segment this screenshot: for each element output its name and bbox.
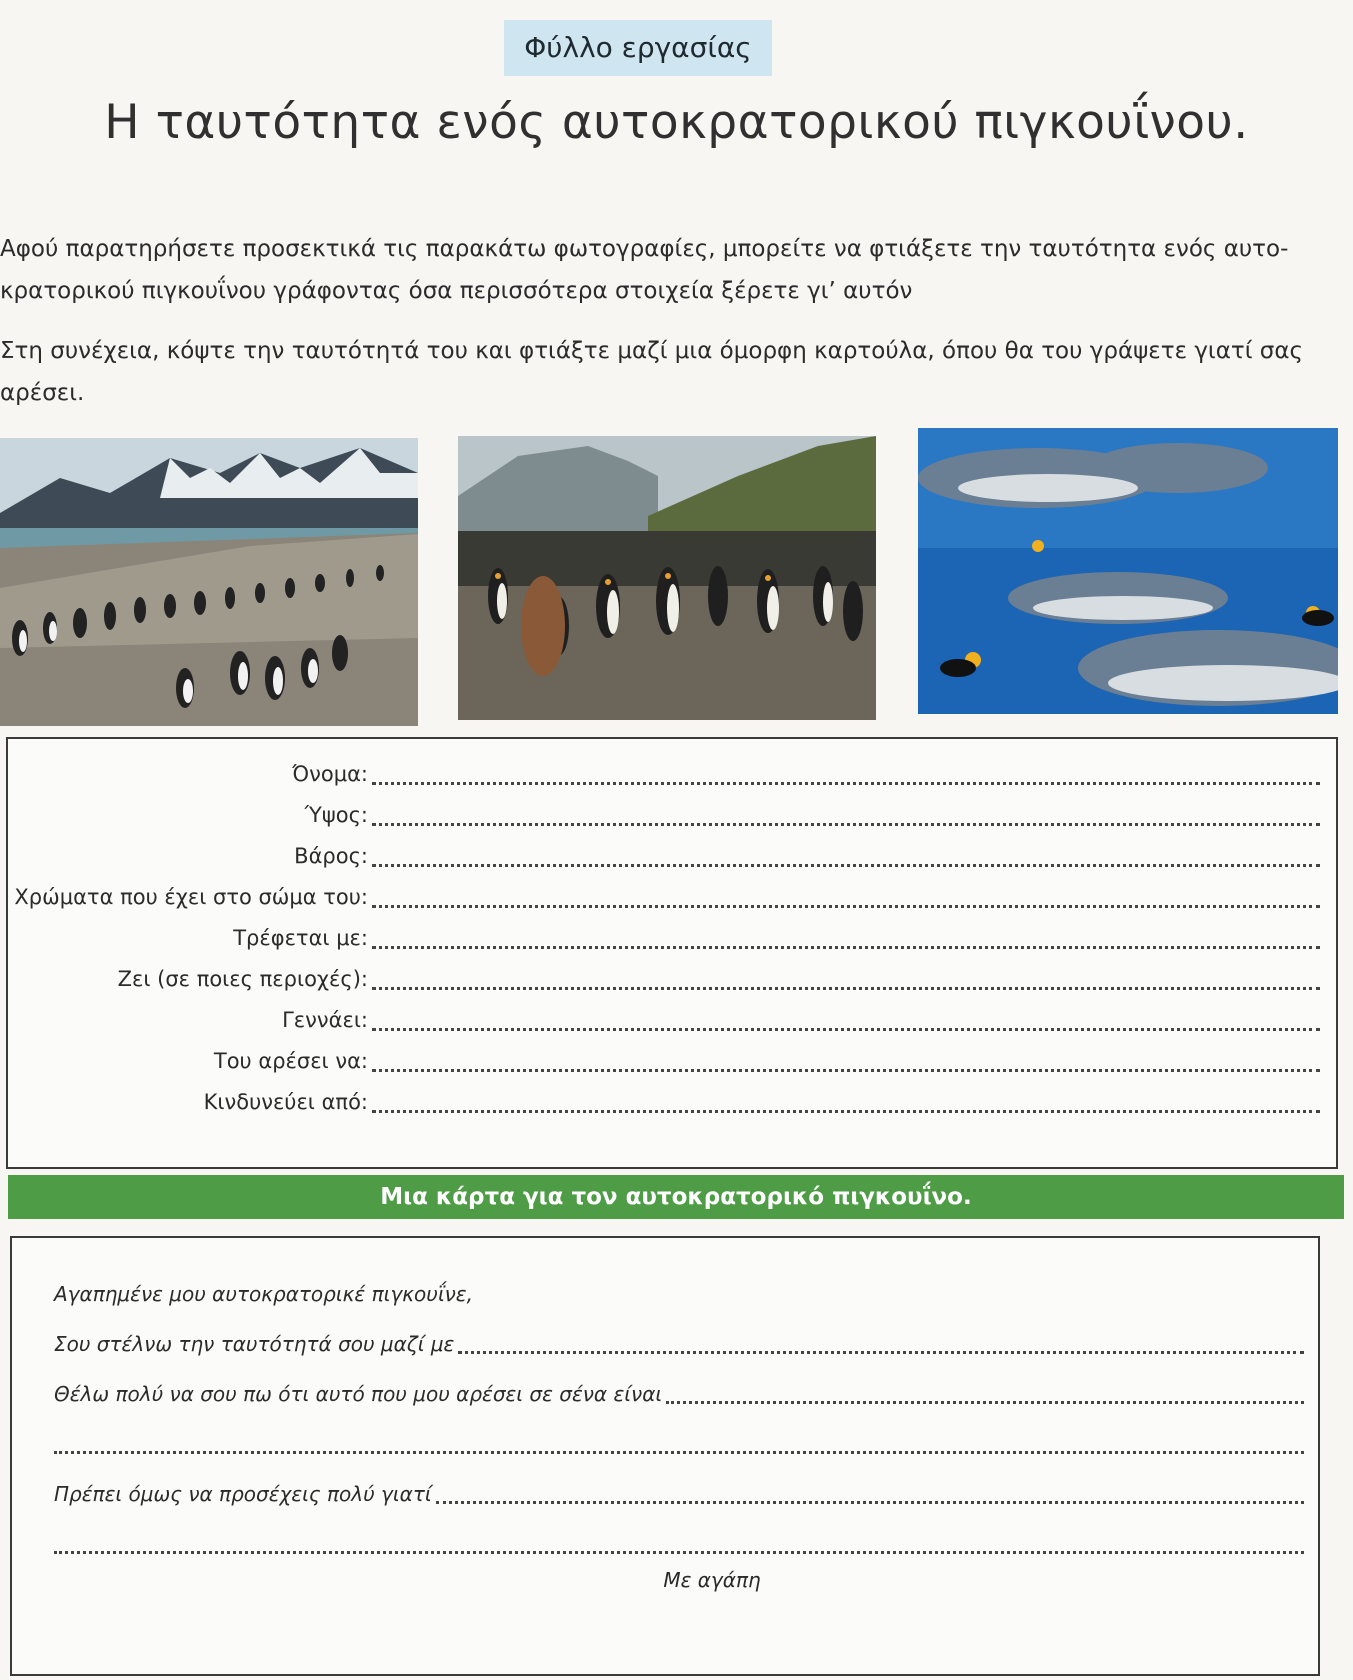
field-input-colors[interactable] (372, 881, 1320, 908)
field-row-habitat[interactable] (8, 954, 1320, 994)
field-label-likes: Του αρέσει να: (213, 1049, 368, 1073)
letter-line-2-text: Θέλω πολύ να σου πω ότι αυτό που μου αρέσει σε σένα είναι (54, 1382, 663, 1406)
penguin-colony-valley-photo (458, 436, 876, 720)
field-row-threats[interactable] (8, 1077, 1320, 1117)
penguin-colony-beach-photo (0, 438, 418, 726)
field-label-threats: Κινδυνεύει από: (203, 1090, 368, 1114)
letter-greeting-row (54, 1274, 1304, 1308)
letter-greeting: Αγαπημένε μου αυτοκρατορικέ πιγκουΐνε, (54, 1282, 473, 1306)
letter-card (10, 1236, 1320, 1676)
field-row-name[interactable] (8, 749, 1320, 789)
field-row-likes[interactable] (8, 1036, 1320, 1076)
field-row-weight[interactable] (8, 831, 1320, 871)
field-input-reproduction[interactable] (372, 1004, 1320, 1031)
field-label-height: Ύψος: (304, 803, 368, 827)
field-label-food: Τρέφεται με: (233, 926, 368, 950)
field-row-colors[interactable] (8, 872, 1320, 912)
letter-line-4-input[interactable] (436, 1479, 1304, 1504)
letter-line-3-input[interactable] (54, 1429, 1304, 1454)
letter-line-1-input[interactable] (458, 1329, 1304, 1354)
letter-line-3[interactable] (54, 1424, 1304, 1458)
worksheet-badge: Φύλλο εργασίας (504, 20, 772, 76)
field-input-height[interactable] (372, 799, 1320, 826)
page-title: Η ταυτότητα ενός αυτοκρατορικού πιγκουΐνου. (104, 95, 1249, 150)
field-input-habitat[interactable] (372, 963, 1320, 990)
letter-line-2-input[interactable] (666, 1379, 1304, 1404)
letter-line-1[interactable] (54, 1324, 1304, 1358)
field-row-food[interactable] (8, 913, 1320, 953)
field-label-colors: Χρώματα που έχει στο σώμα του: (14, 885, 368, 909)
field-row-height[interactable] (8, 790, 1320, 830)
field-input-weight[interactable] (372, 840, 1320, 867)
letter-line-4-text: Πρέπει όμως να προσέχεις πολύ γιατί (54, 1482, 432, 1506)
letter-line-1-text: Σου στέλνω την ταυτότητά σου μαζί με (54, 1332, 455, 1356)
intro-paragraph-1: Αφού παρατηρήσετε προσεκτικά τις παρακάτω φωτογραφίες, μπορείτε να φτιάξετε την ταυτότητα ενός αυτο-κρατορικού πιγκουΐνου γράφοντας όσα περισσότερα στοιχεία ξέρετε γι’ αυτόν (0, 236, 1289, 304)
letter-line-5-input[interactable] (54, 1529, 1304, 1554)
letter-line-4[interactable] (54, 1474, 1304, 1508)
field-input-likes[interactable] (372, 1045, 1320, 1072)
penguins-swimming-photo (918, 428, 1338, 714)
field-label-habitat: Ζει (σε ποιες περιοχές): (117, 967, 368, 991)
intro-paragraph-2: Στη συνέχεια, κόψτε την ταυτότητά του και φτιάξτε μαζί μια όμορφη καρτούλα, όπου θα του γράψετε γιατί σας αρέσει. (0, 338, 1304, 406)
field-input-name[interactable] (372, 758, 1320, 785)
field-label-reproduction: Γεννάει: (282, 1008, 368, 1032)
letter-line-2[interactable] (54, 1374, 1304, 1408)
letter-line-5[interactable] (54, 1524, 1304, 1558)
field-label-name: Όνομα: (292, 762, 368, 786)
letter-signoff: Με αγάπη (663, 1568, 761, 1592)
field-input-threats[interactable] (372, 1086, 1320, 1113)
card-section-heading: Μια κάρτα για τον αυτοκρατορικό πιγκουΐνο. (8, 1175, 1344, 1219)
field-input-food[interactable] (372, 922, 1320, 949)
identity-form (6, 737, 1338, 1169)
field-row-reproduction[interactable] (8, 995, 1320, 1035)
field-label-weight: Βάρος: (294, 844, 368, 868)
